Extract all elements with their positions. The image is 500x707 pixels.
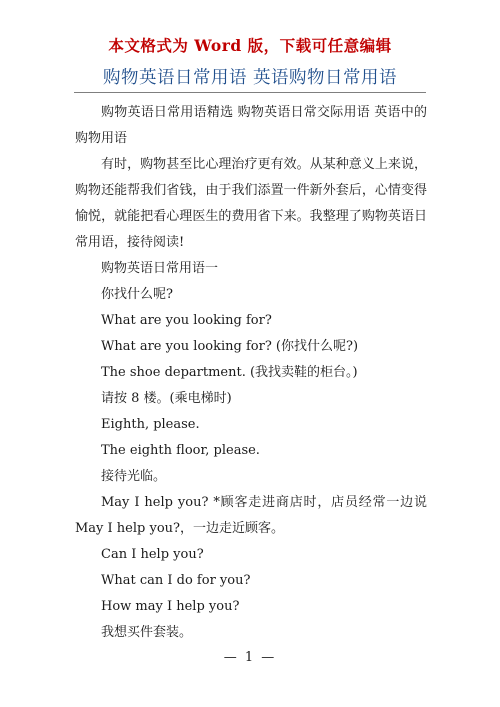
phrase-line: 接待光临。 — [101, 469, 167, 484]
header-divider — [74, 92, 426, 93]
phrase-line: The eighth floor, please. — [101, 443, 260, 458]
phrase-line: 我想买件套装。 — [101, 625, 193, 640]
phrase-line: How may I help you? — [101, 599, 240, 614]
phrase-line: Can I help you? — [101, 547, 204, 562]
phrase-line: What are you looking for? (你找什么呢?) — [101, 339, 359, 354]
paragraph-intro: 有时，购物甚至比心理治疗更有效。从某种意义上来说，购物还能帮我们省钱，由于我们添置一件新外套后，心情变得愉悦，就能把看心理医生的费用省下来。我整理了购物英语日常用语，接待阅读! — [75, 157, 427, 250]
phrase-line: May I help you? *顾客走进商店时，店员经常一边说 May I help you?，一边走近顾客。 — [75, 495, 427, 536]
phrase-line: The shoe department. (我找卖鞋的柜台。) — [101, 365, 358, 380]
document-body — [75, 100, 427, 646]
phrase-line: What can I do for you? — [101, 573, 251, 588]
phrase-line: 请按 8 楼。(乘电梯时) — [101, 391, 232, 406]
phrase-line: What are you looking for? — [101, 313, 272, 328]
section-heading: 购物英语日常用语一 — [101, 261, 219, 276]
page-number: — 1 — — [223, 650, 277, 665]
phrase-line: Eighth, please. — [101, 417, 200, 432]
word-format-banner: 本文格式为 Word 版，下载可任意编辑 — [108, 36, 392, 55]
phrase-line: 你找什么呢? — [101, 287, 173, 302]
document-title: 购物英语日常用语 英语购物日常用语 — [102, 68, 398, 88]
paragraph-intro-keywords: 购物英语日常用语精选 购物英语日常交际用语 英语中的购物用语 — [75, 105, 427, 146]
